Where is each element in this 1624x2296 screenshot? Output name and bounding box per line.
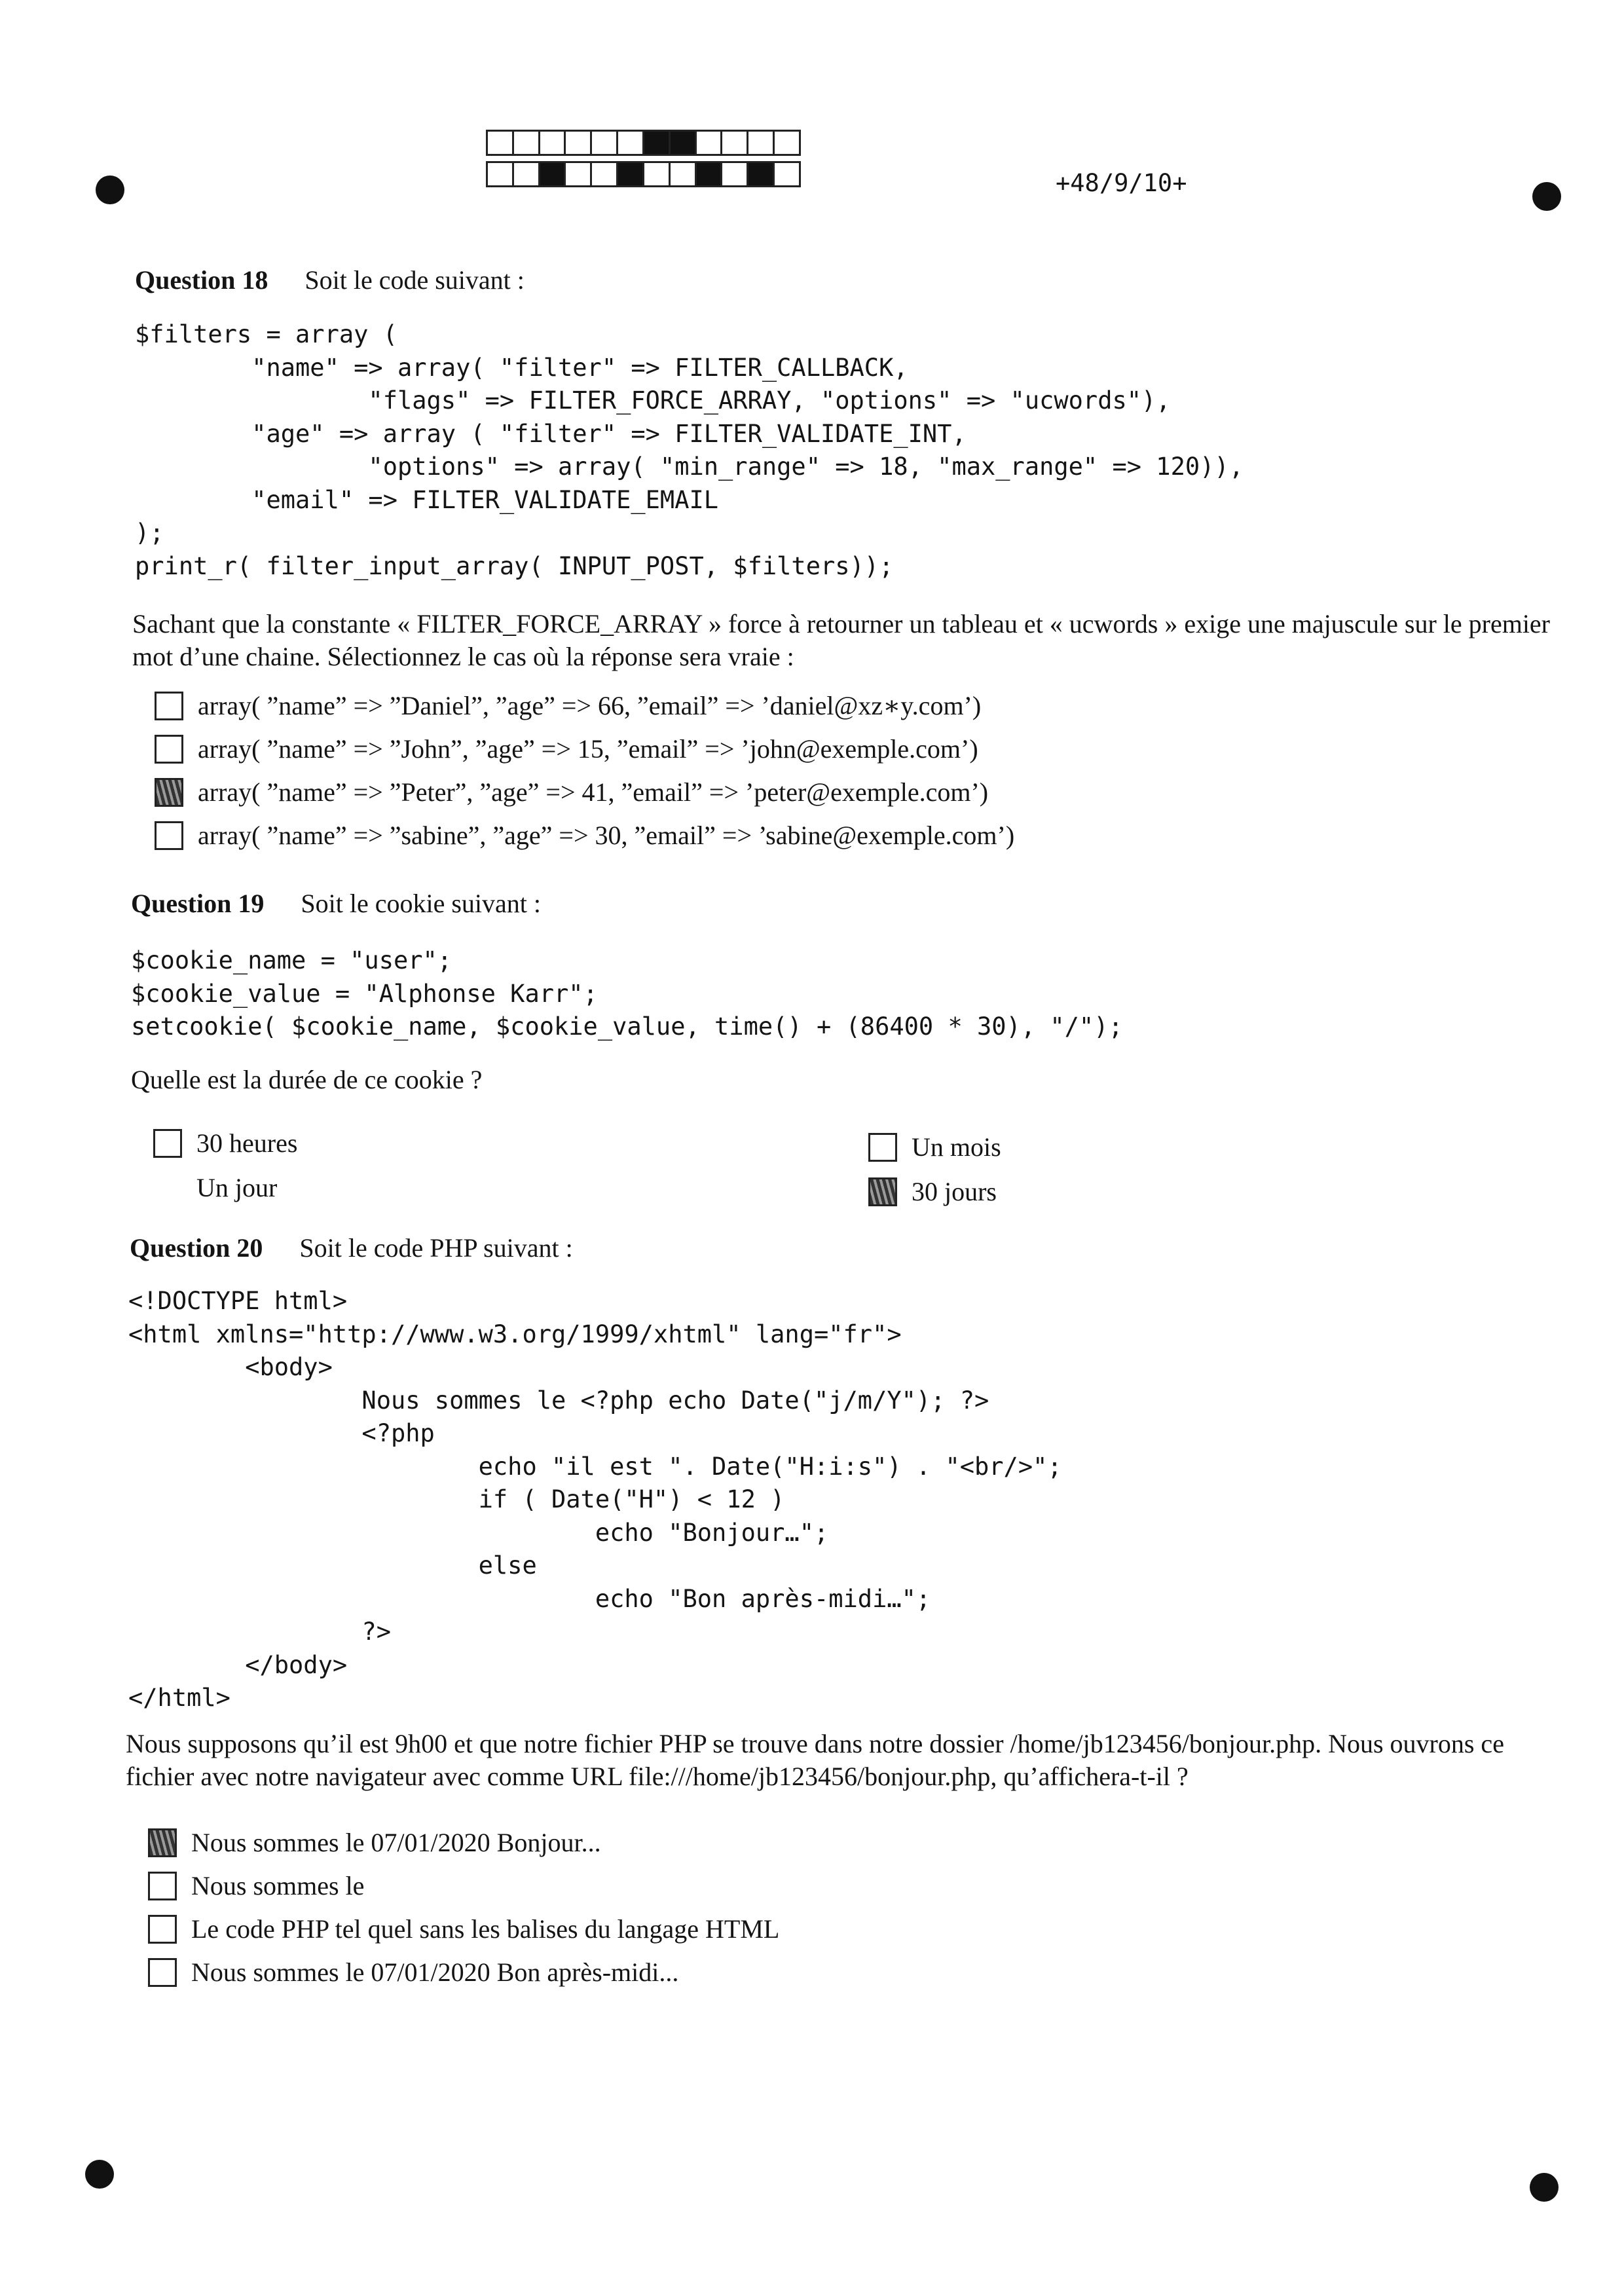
id-box-cell [538, 130, 566, 156]
q19-option-1[interactable] [153, 1128, 297, 1158]
q18-option-2[interactable] [155, 733, 978, 764]
option-label: Nous sommes le 07/01/2020 Bonjour... [191, 1828, 601, 1857]
option-label: Un jour [196, 1173, 278, 1202]
option-label: Le code PHP tel quel sans les balises du langage HTML [191, 1914, 780, 1944]
id-box-cell [773, 130, 801, 156]
checkbox[interactable] [155, 692, 183, 720]
id-box-cell [720, 161, 748, 187]
question-20-text: Nous supposons qu’il est 9h00 et que notre fichier PHP se trouve dans notre dossier /home/jb123456/bonjour.php. Nous ouvrons ce fichier avec notre navigateur avec comme URL file:///home/jb123456/bonjour.php, qu’affichera-t-il ? [126, 1729, 1504, 1791]
option-label: array( ”name” => ”John”, ”age” => 15, ”email” => ’john@exemple.com’) [198, 734, 978, 764]
id-box-cell [669, 161, 697, 187]
id-boxes-row-2 [486, 161, 799, 187]
option-label: Un mois [912, 1132, 1001, 1162]
option-label: array( ”name” => ”sabine”, ”age” => 30, ”email” => ’sabine@exemple.com’) [198, 821, 1015, 850]
question-18-text: Sachant que la constante « FILTER_FORCE_ARRAY » force à retourner un tableau et « ucwords » exige une majuscule sur le premier mot d’une chaine. Sélectionnez le cas où la réponse sera vraie : [132, 609, 1550, 671]
id-box-cell [512, 130, 540, 156]
question-19-code: $cookie_name = "user"; $cookie_value = "Alphonse Karr"; setcookie( $cookie_name, $cookie_value, time() + (86400 * 30), "/"); [131, 946, 1123, 1041]
checkbox[interactable] [148, 1828, 177, 1857]
q18-option-4[interactable] [155, 820, 1014, 851]
question-number: Question 20 [130, 1233, 263, 1263]
id-box-cell [669, 130, 697, 156]
option-label: Nous sommes le [191, 1871, 365, 1900]
q19-option-2[interactable] [153, 1172, 277, 1203]
checkbox[interactable] [155, 821, 183, 850]
checkbox[interactable] [148, 1872, 177, 1900]
question-prompt: Soit le cookie suivant : [301, 889, 541, 918]
id-box-cell [747, 130, 775, 156]
checkbox[interactable] [148, 1915, 177, 1944]
id-box-cell [564, 161, 592, 187]
option-label: 30 jours [912, 1177, 997, 1206]
q20-option-1[interactable] [148, 1827, 601, 1858]
page-code: +48/9/10+ [1056, 169, 1187, 197]
q19-option-4[interactable] [868, 1176, 997, 1207]
id-boxes-row-1 [486, 130, 799, 156]
id-box-cell [512, 161, 540, 187]
option-label: Nous sommes le 07/01/2020 Bon après-midi... [191, 1957, 679, 1987]
id-box-cell [616, 161, 644, 187]
id-box-cell [590, 161, 618, 187]
id-box-cell [486, 161, 514, 187]
question-number: Question 18 [135, 265, 268, 295]
id-box-cell [773, 161, 801, 187]
checkbox[interactable] [148, 1958, 177, 1987]
id-box-cell [695, 130, 723, 156]
id-box-cell [538, 161, 566, 187]
question-20-code: <!DOCTYPE html> <html xmlns="http://www.w3.org/1999/xhtml" lang="fr"> <body> Nous sommes le <?php echo Date("j/m/Y"); ?> <?php echo "il est ". Date("H:i:s") . "<br/>"; if ( Date("H") < 12 ) echo "Bonjour…"; else echo "Bon après-midi…"; ?> </body> </html> [128, 1287, 1062, 1712]
q19-option-3[interactable] [868, 1132, 1001, 1162]
id-box-cell [590, 130, 618, 156]
corner-mark-bottom-left [85, 2160, 114, 2189]
question-prompt: Soit le code PHP suivant : [299, 1233, 573, 1263]
question-19-text: Quelle est la durée de ce cookie ? [131, 1065, 483, 1094]
id-box-cell [486, 130, 514, 156]
q18-option-1[interactable] [155, 690, 981, 721]
checkbox[interactable] [155, 735, 183, 764]
q18-option-3[interactable] [155, 777, 988, 807]
option-label: array( ”name” => ”Peter”, ”age” => 41, ”email” => ’peter@exemple.com’) [198, 777, 989, 807]
corner-mark-top-left [96, 176, 124, 204]
question-18-code: $filters = array ( "name" => array( "filter" => FILTER_CALLBACK, "flags" => FILTER_FORCE_ARRAY, "options" => "ucwords"), "age" => array ( "filter" => FILTER_VALIDATE_INT, "options" => array( "min_range" => 18, "max_range" => 120)), "email" => FILTER_VALIDATE_EMAIL ); print_r( filter_input_array( INPUT_POST, $filters)); [135, 320, 1244, 580]
corner-mark-top-right [1532, 182, 1561, 211]
checkbox[interactable] [868, 1133, 897, 1162]
checkbox[interactable] [868, 1177, 897, 1206]
corner-mark-bottom-right [1530, 2173, 1559, 2202]
q20-option-4[interactable] [148, 1957, 678, 1988]
id-box-cell [695, 161, 723, 187]
question-19-title [131, 888, 541, 919]
id-box-cell [564, 130, 592, 156]
question-18-title [135, 265, 525, 295]
id-box-cell [642, 161, 671, 187]
question-prompt: Soit le code suivant : [304, 265, 525, 295]
id-box-cell [720, 130, 748, 156]
q20-option-2[interactable] [148, 1870, 364, 1901]
id-box-cell [747, 161, 775, 187]
id-box-cell [616, 130, 644, 156]
id-box-cell [642, 130, 671, 156]
q20-option-3[interactable] [148, 1914, 779, 1944]
checkbox[interactable] [153, 1129, 182, 1158]
option-label: array( ”name” => ”Daniel”, ”age” => 66, ”email” => ’daniel@xz∗y.com’) [198, 691, 982, 720]
question-20-title [130, 1232, 573, 1263]
checkbox[interactable] [155, 778, 183, 807]
question-number: Question 19 [131, 889, 265, 918]
option-label: 30 heures [196, 1128, 298, 1158]
